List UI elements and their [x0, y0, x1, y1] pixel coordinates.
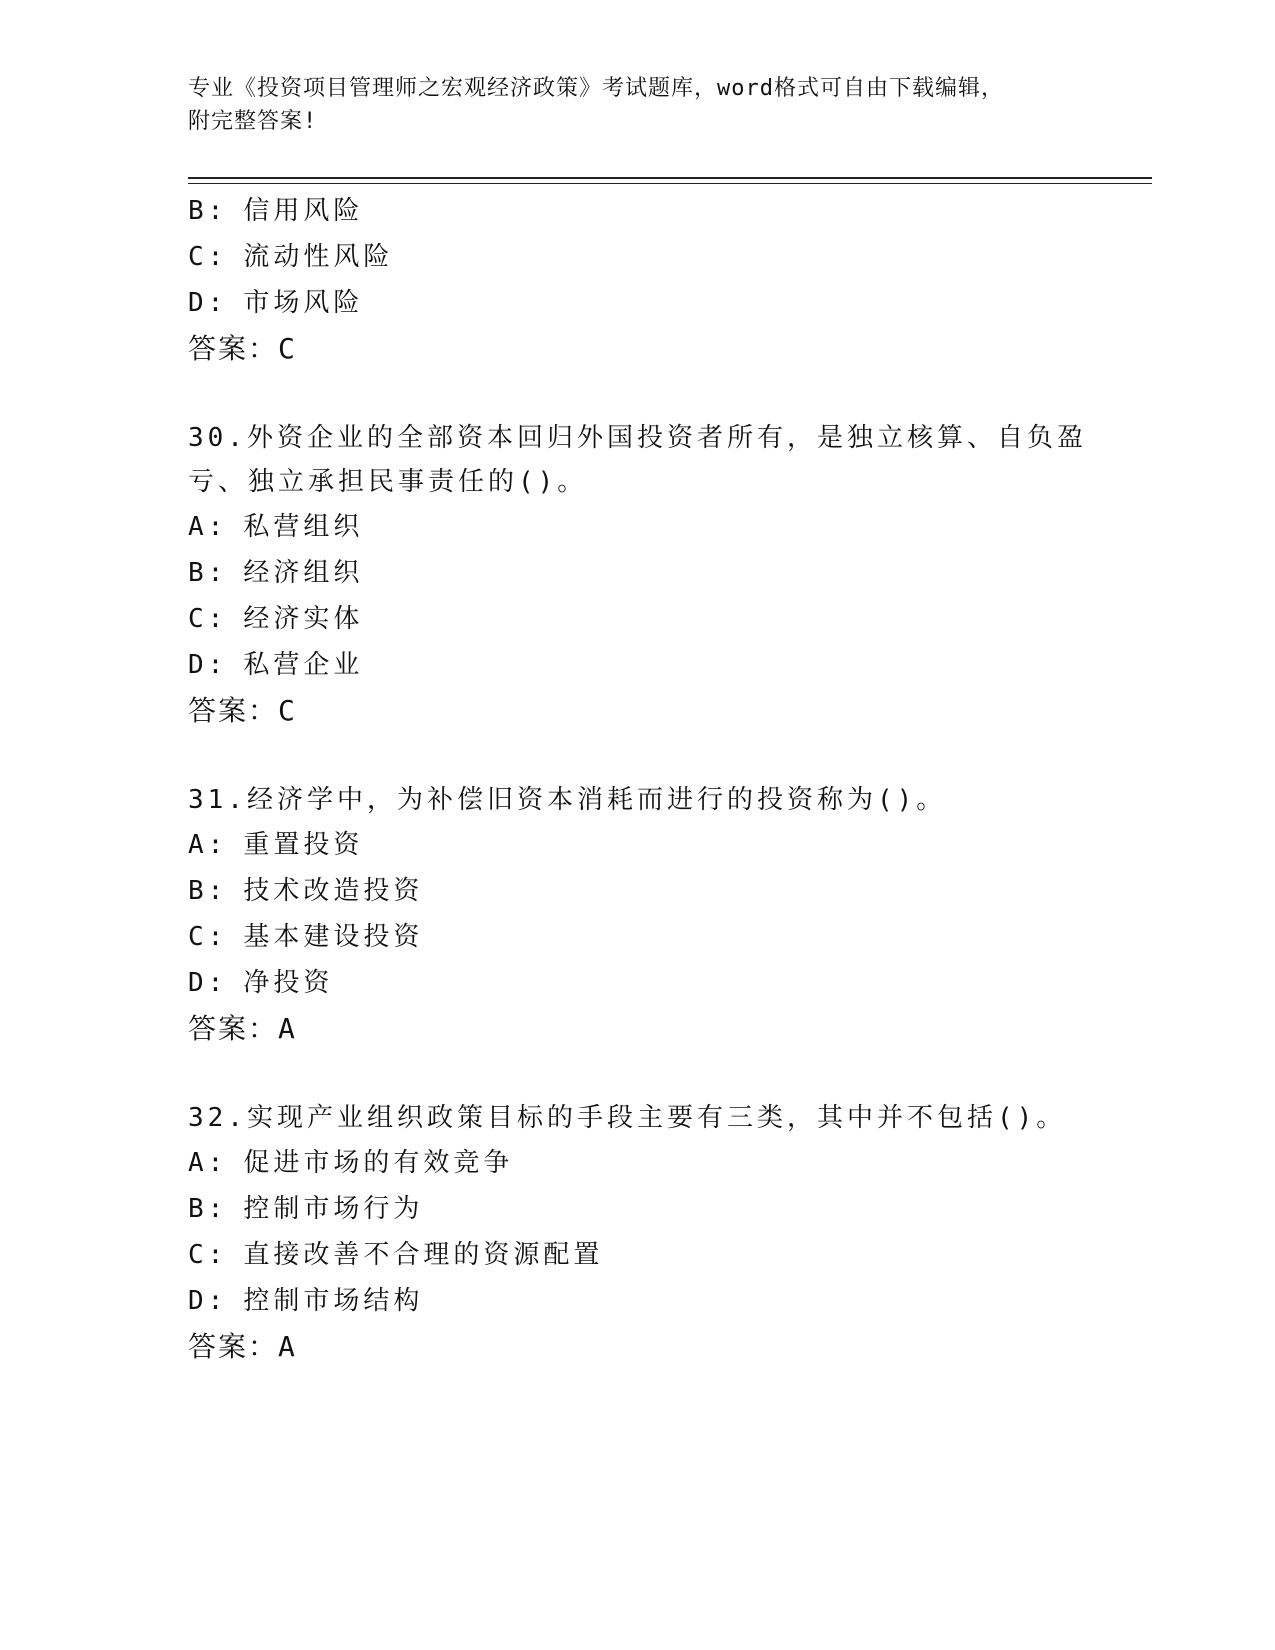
question-text: 31.经济学中，为补偿旧资本消耗而进行的投资称为()。 [188, 785, 947, 815]
option-a: A: 促进市场的有效竞争 [188, 1148, 514, 1178]
document-header [188, 72, 1088, 138]
option-a: A: 私营组织 [188, 512, 364, 542]
question-31 [188, 778, 1128, 1052]
question-32 [188, 1096, 1128, 1370]
header-line-1: 专业《投资项目管理师之宏观经济政策》考试题库，word格式可自由下载编辑， [188, 76, 1004, 101]
option-b: B: 经济组织 [188, 558, 364, 588]
header-divider-thick [188, 177, 1152, 179]
question-30 [188, 416, 1128, 734]
option-d: D: 私营企业 [188, 650, 364, 680]
question-text: 30.外资企业的全部资本回归外国投资者所有，是独立核算、自负盈亏、独立承担民事责任的()。 [188, 423, 1087, 497]
question-text: 32.实现产业组织政策目标的手段主要有三类，其中并不包括()。 [188, 1103, 1067, 1133]
option-d: D: 控制市场结构 [188, 1286, 424, 1316]
option-b: B: 控制市场行为 [188, 1194, 424, 1224]
option-d: D: 净投资 [188, 968, 334, 998]
option-c: C: 基本建设投资 [188, 922, 424, 952]
option-d: D: 市场风险 [188, 288, 364, 318]
option-a: A: 重置投资 [188, 830, 364, 860]
answer-line: 答案：C [188, 332, 297, 365]
answer-line: 答案：A [188, 1012, 297, 1045]
partial-question-29 [188, 188, 1128, 372]
answer-line: 答案：A [188, 1330, 297, 1363]
option-c: C: 经济实体 [188, 604, 364, 634]
option-c: C: 流动性风险 [188, 242, 394, 272]
answer-line: 答案：C [188, 694, 297, 727]
option-b: B: 信用风险 [188, 196, 364, 226]
header-divider-thin [188, 183, 1152, 184]
header-line-2: 附完整答案! [188, 109, 318, 134]
question-list [188, 188, 1128, 1370]
option-b: B: 技术改造投资 [188, 876, 424, 906]
option-c: C: 直接改善不合理的资源配置 [188, 1240, 604, 1270]
